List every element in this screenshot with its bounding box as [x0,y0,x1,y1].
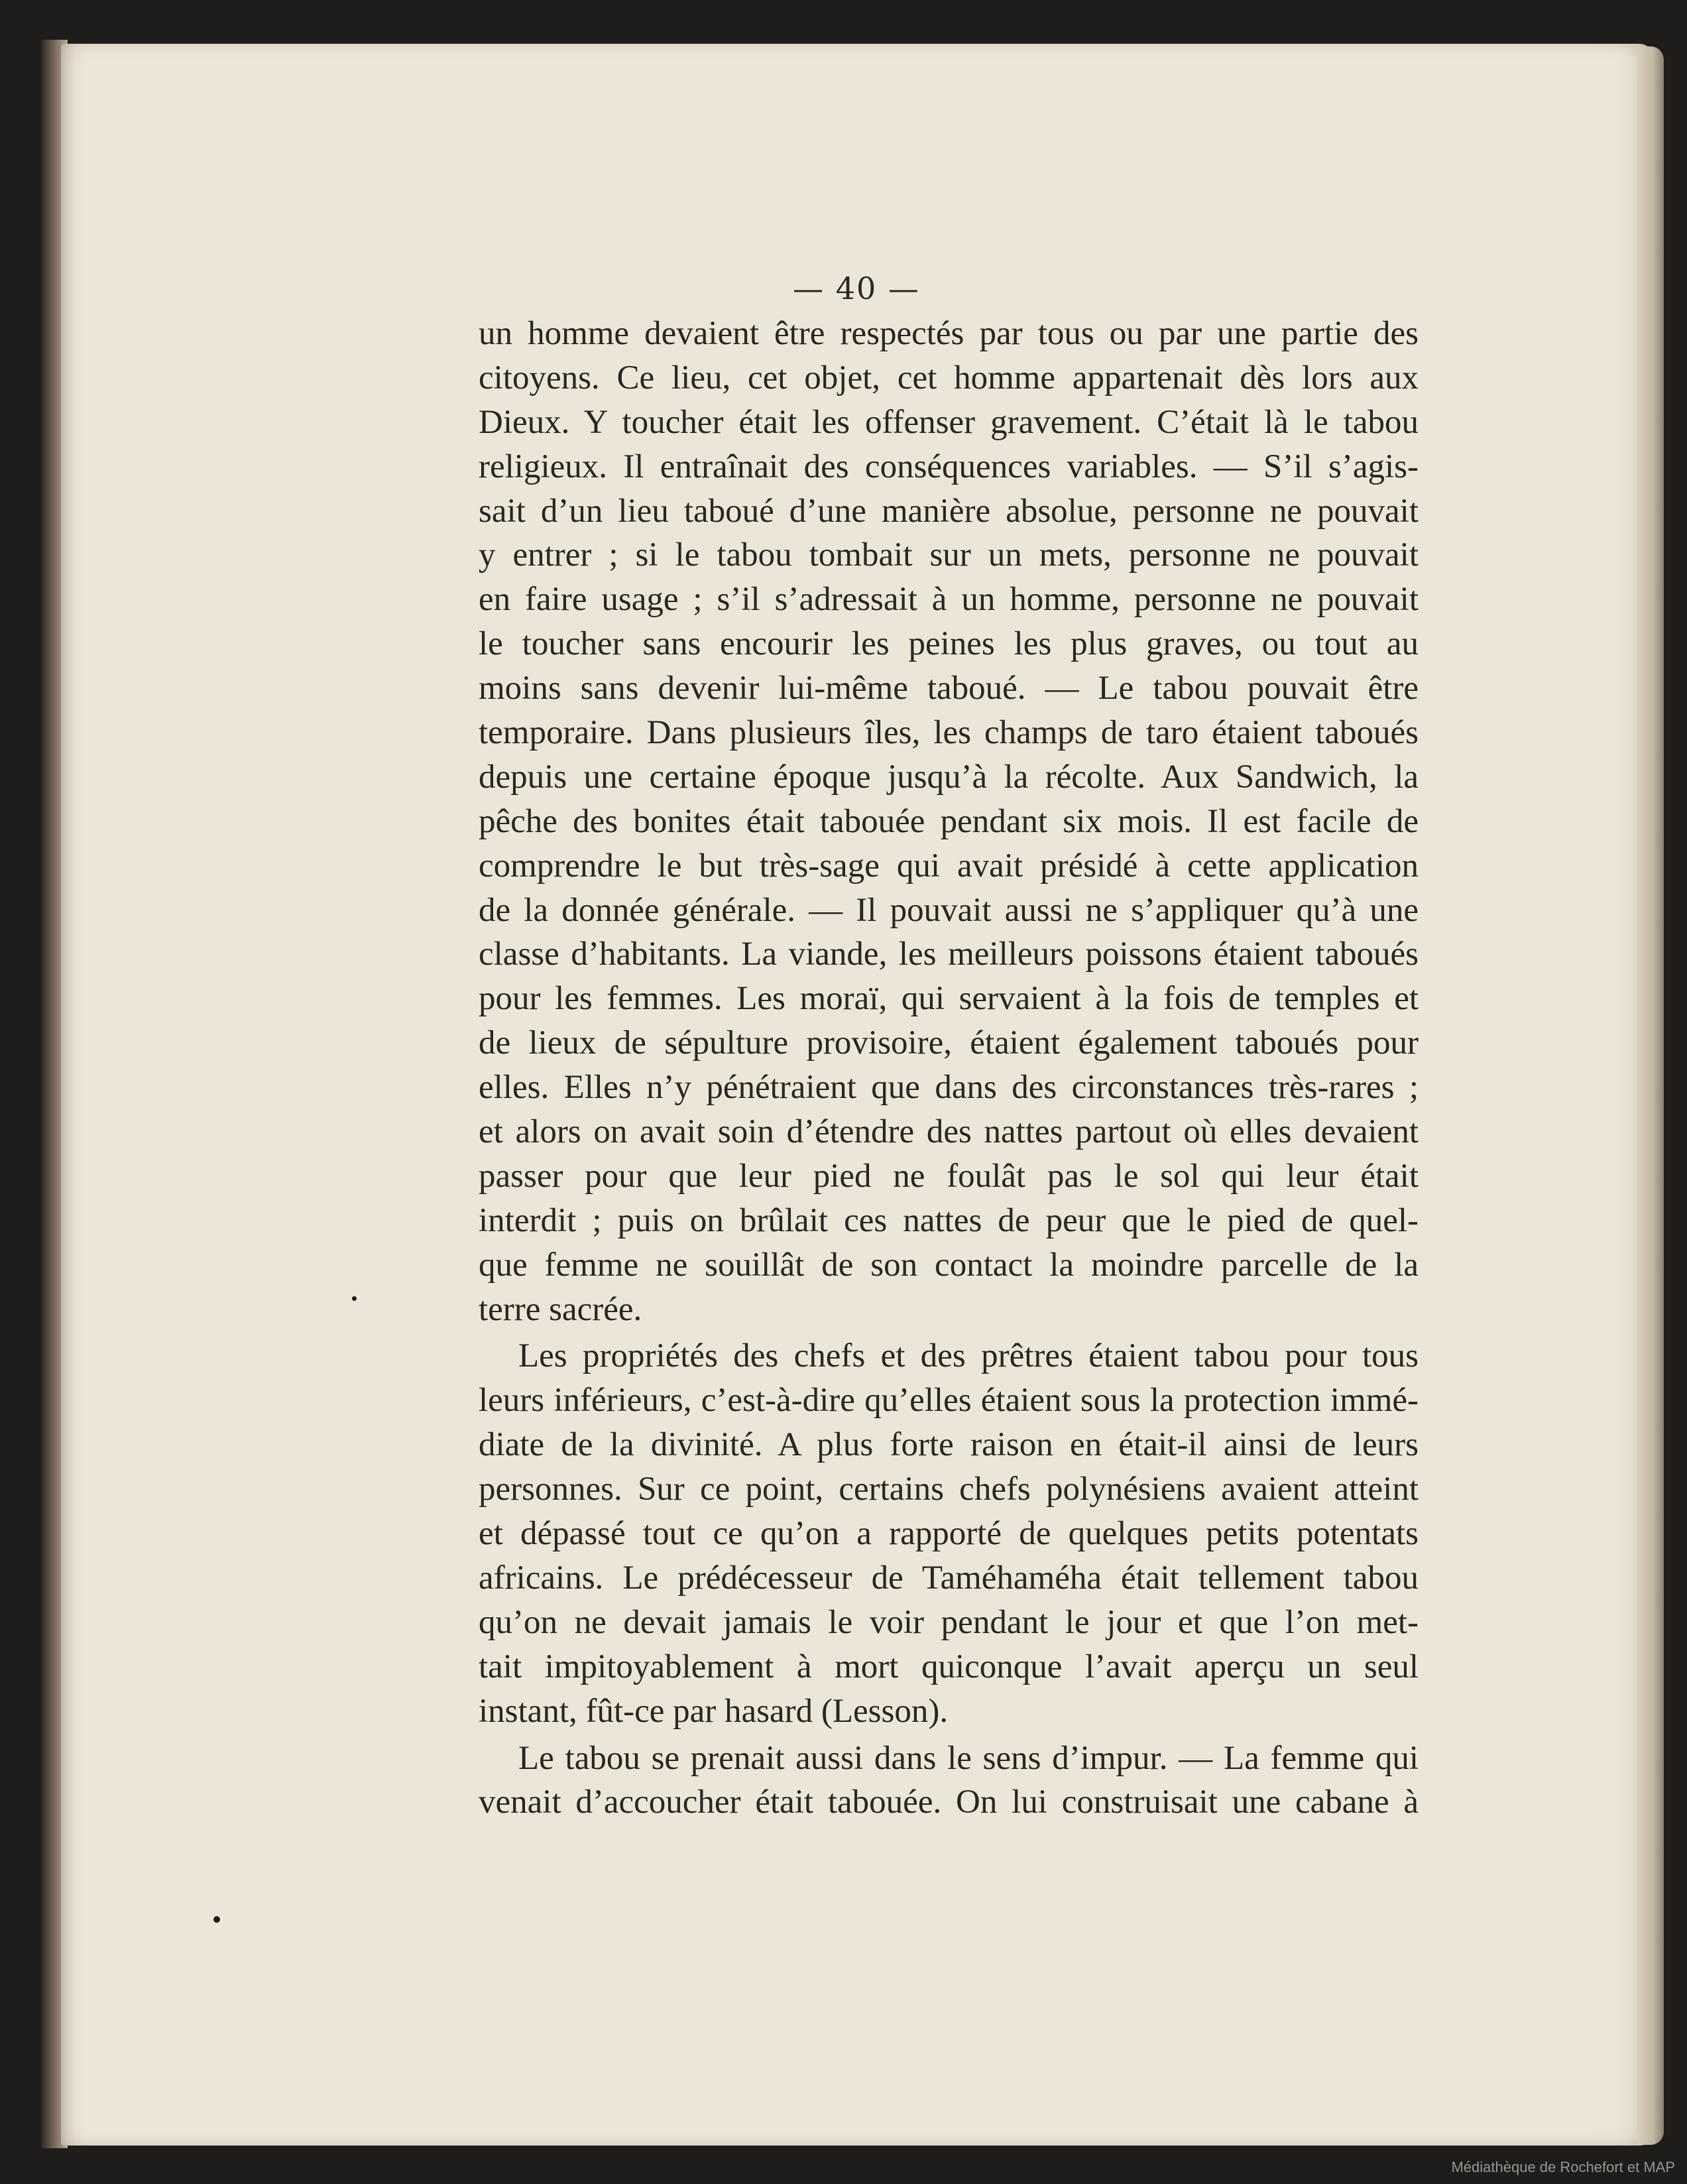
paragraph [479,312,1419,1331]
text-line: comprendre le but très-sage qui avait présidé à cette application [479,847,1419,884]
text-line: depuis une certaine époque jusqu’à la récolte. Aux Sandwich, la [479,758,1419,796]
text-line: personnes. Sur ce point, certains chefs polynésiens avaient atteint [479,1471,1419,1508]
text-line: elles. Elles n’y pénétraient que dans des circonstances très-rares ; [479,1069,1419,1107]
text-line: Les propriétés des chefs et des prêtres étaient tabou pour tous [518,1337,1419,1375]
body-text [479,312,1419,1825]
text-line: religieux. Il entraînait des conséquences variables. — S’il s’agis- [479,448,1419,485]
text-line: venait d’accoucher était tabouée. On lui construisait une cabane à [479,1784,1419,1821]
text-line: diate de la divinité. A plus forte raison en était-il ainsi de leurs [479,1426,1419,1464]
page-stack-edge [1637,46,1664,2145]
text-line: et alors on avait soin d’étendre des nattes partout où elles devaient [479,1113,1419,1151]
credit-watermark: Médiathèque de Rochefort et MAP [1451,2159,1675,2175]
text-line: de la donnée générale. — Il pouvait aussi ne s’appliquer qu’à une [479,891,1419,929]
ink-speck [352,1296,357,1301]
text-line: temporaire. Dans plusieurs îles, les champs de taro étaient taboués [479,714,1419,752]
text-line: instant, fût-ce par hasard (Lesson). [479,1692,949,1730]
text-line: qu’on ne devait jamais le voir pendant le jour et que l’on met- [479,1603,1419,1641]
text-line: et dépassé tout ce qu’on a rapporté de quelques petits potentats [479,1515,1419,1553]
text-line: Dieux. Y toucher était les offenser gravement. C’était là le tabou [479,403,1419,441]
text-line: Le tabou se prenait aussi dans le sens d’impur. — La femme qui [518,1739,1419,1777]
text-line: interdit ; puis on brûlait ces nattes de peur que le pied de quel- [479,1201,1419,1239]
text-line: le toucher sans encourir les peines les plus graves, ou tout au [479,625,1419,663]
text-line: y entrer ; si le tabou tombait sur un mets, personne ne pouvait [479,536,1419,574]
text-line: passer pour que leur pied ne foulât pas le sol qui leur était [479,1157,1419,1195]
text-line: en faire usage ; s’il s’adressait à un homme, personne ne pouvait [479,581,1419,619]
text-line: tait impitoyablement à mort quiconque l’avait aperçu un seul [479,1648,1419,1685]
text-line: sait d’un lieu taboué d’une manière absolue, personne ne pouvait [479,492,1419,530]
text-line: classe d’habitants. La viande, les meilleurs poissons étaient taboués [479,936,1419,973]
text-line: que femme ne souillât de son contact la moindre parcelle de la [479,1246,1419,1284]
text-line: moins sans devenir lui-même taboué. — Le tabou pouvait être [479,670,1419,707]
paragraph [479,1736,1419,1825]
ink-speck [213,1916,220,1923]
text-line: citoyens. Ce lieu, cet objet, cet homme appartenait dès lors aux [479,359,1419,396]
page-number: — 40 — [793,271,920,306]
text-line: pêche des bonites était tabouée pendant six mois. Il est facile de [479,802,1419,840]
text-line: un homme devaient être respectés par tous ou par une partie des [479,315,1419,352]
text-line: pour les femmes. Les moraï, qui servaient à la fois de temples et [479,980,1419,1018]
text-line: leurs inférieurs, c’est-à-dire qu’elles étaient sous la protection immé- [479,1382,1419,1420]
text-line: terre sacrée. [479,1290,642,1328]
text-line: de lieux de sépulture provisoire, étaient également taboués pour [479,1024,1419,1062]
paragraph [479,1334,1419,1733]
text-line: africains. Le prédécesseur de Taméhaméha était tellement tabou [479,1559,1419,1597]
